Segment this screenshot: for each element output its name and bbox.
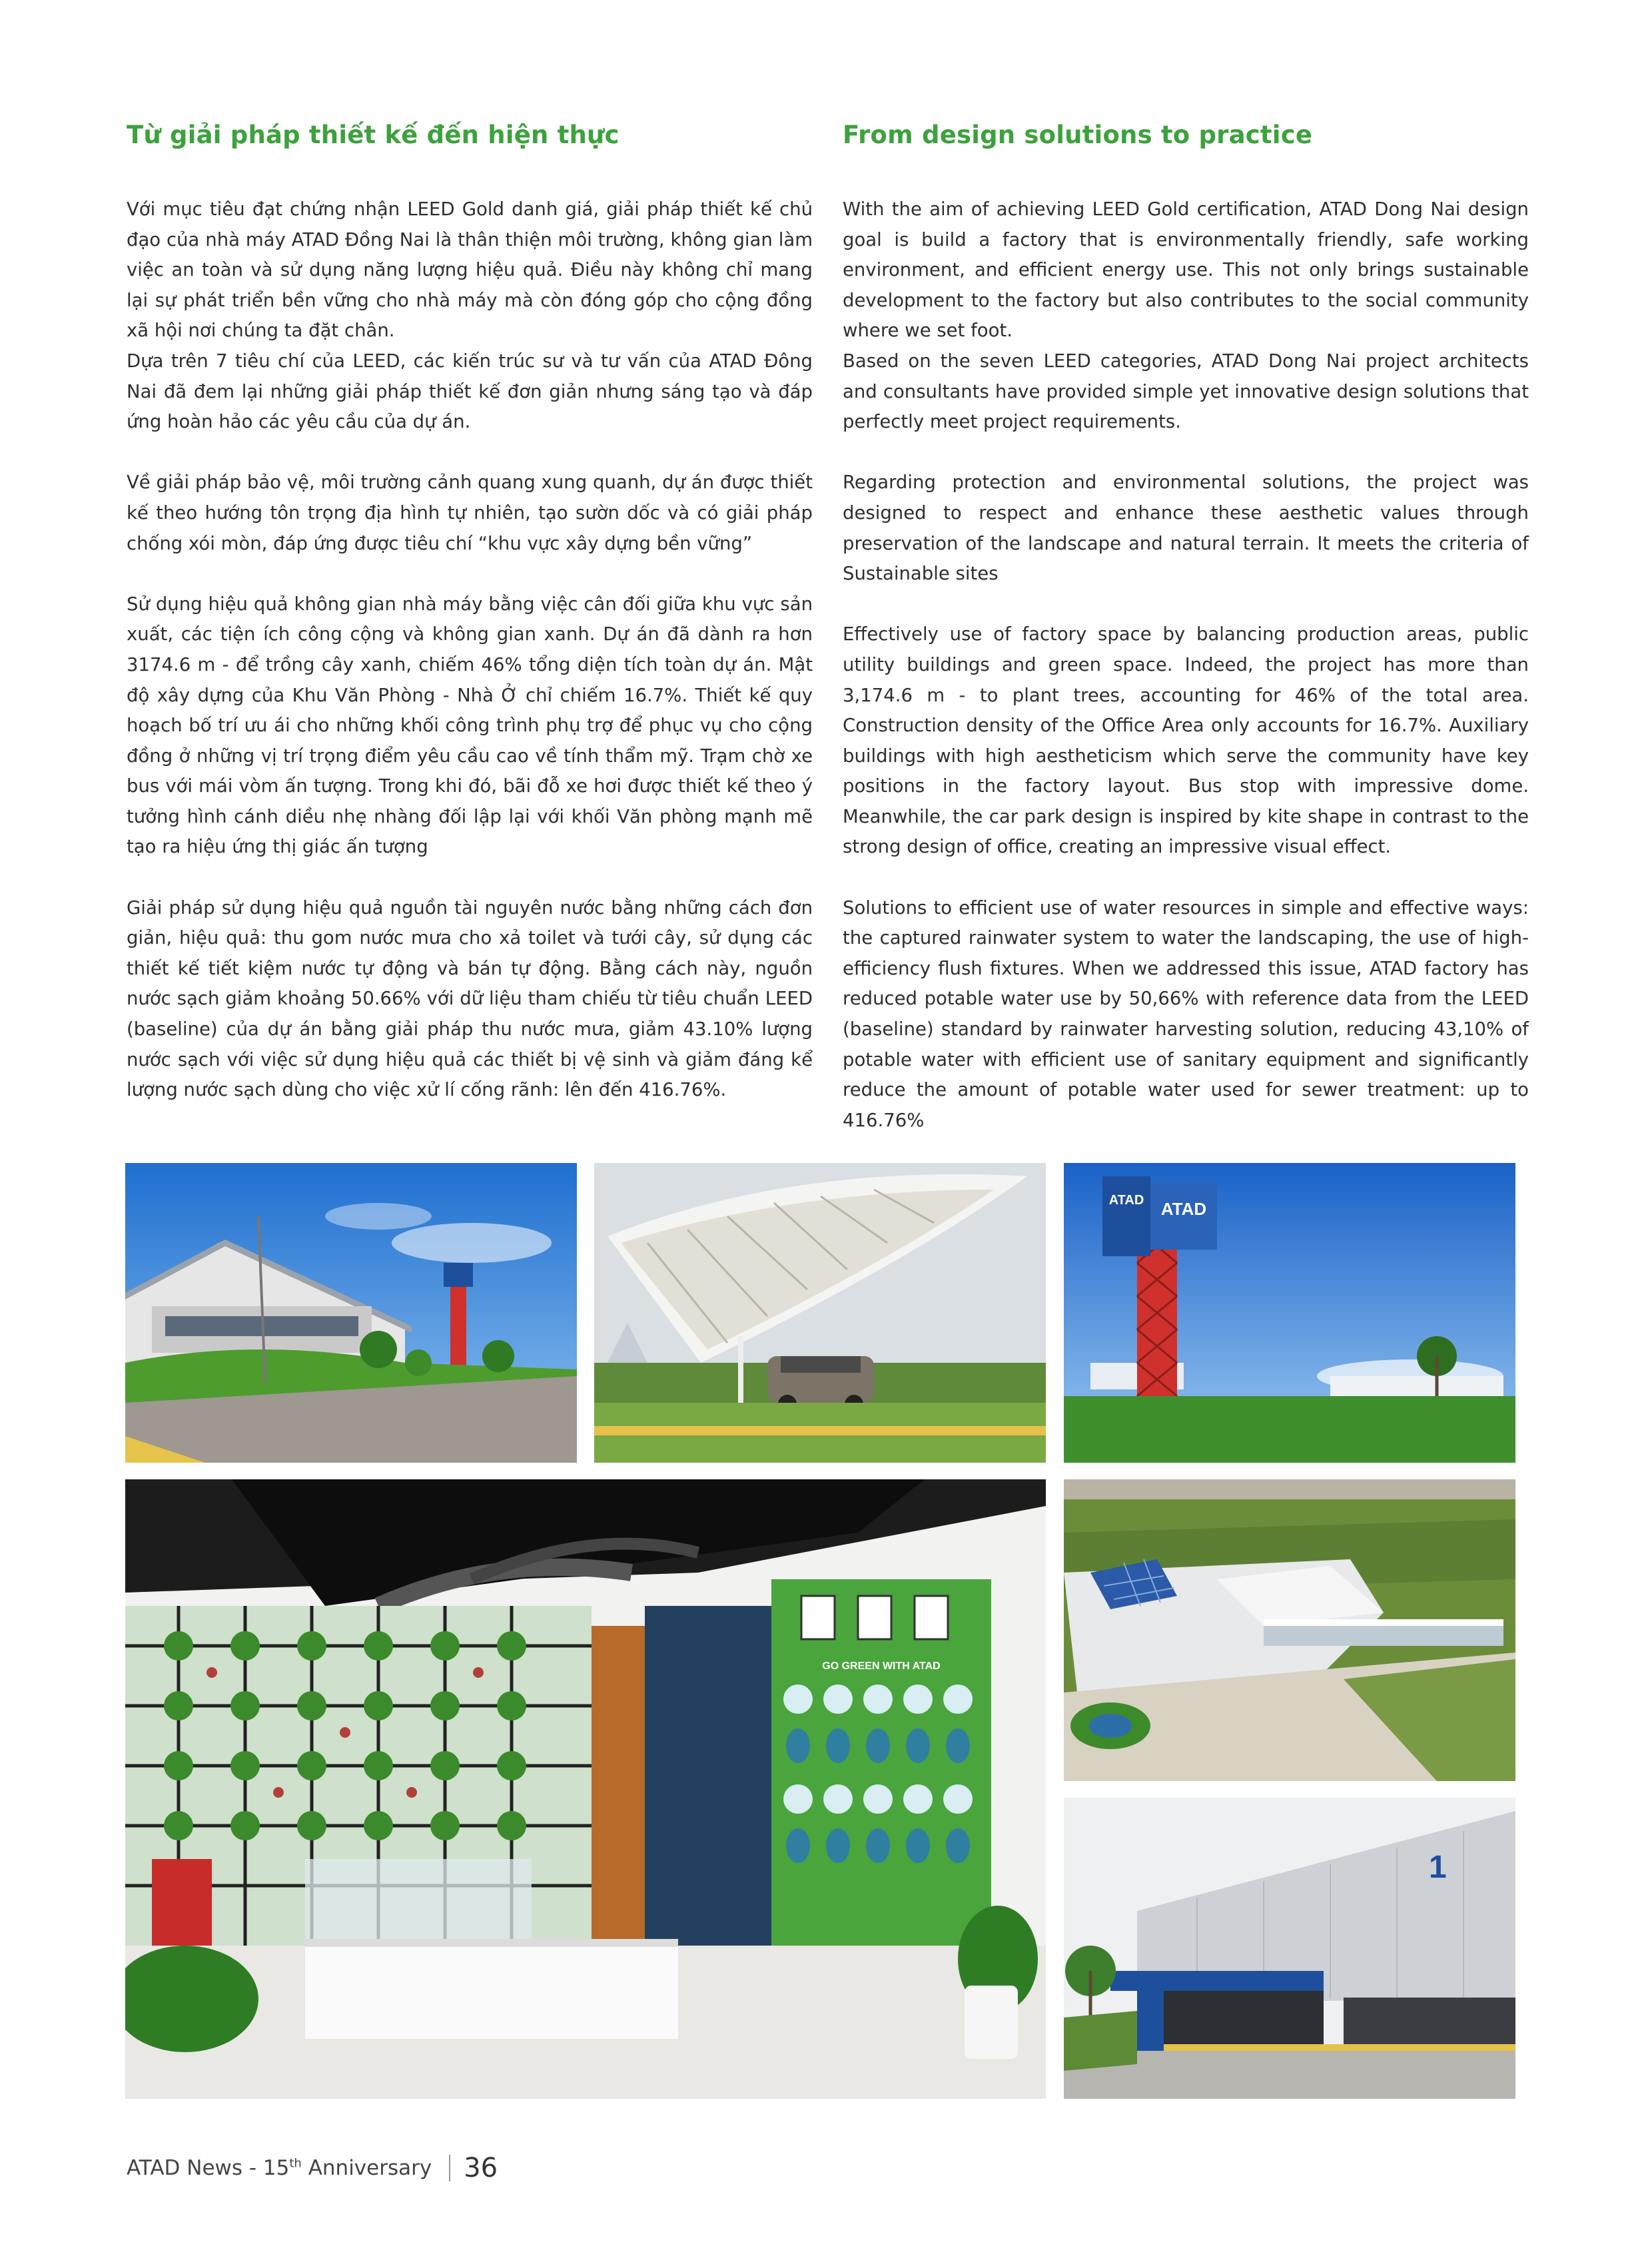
photo-carpark-canopy [594, 1163, 1046, 1463]
photo-office-lawn [125, 1163, 577, 1463]
tower-sign-text: ATAD [1108, 1193, 1144, 1208]
paragraph-vi-2: Dựa trên 7 tiêu chí của LEED, các kiến trúc sư và tư vấn của ATAD Đông Nai đã đem lại những giải pháp thiết kế đơn giản nhưng sáng tạo và đáp ứng hoàn hảo các yêu cầu của dự án. [127, 350, 813, 433]
paragraph-en-4: Effectively use of factory space by balancing production areas, public utility buildings and green space. Indeed, the project has more than 3,174.6 m - to plant trees, accounting for 46% of the total area. Construction density of the Office Area only accounts for 16.7%. Auxiliary buildings with high aestheticism which serve the community have key positions in the factory layout. Bus stop with impressive dome. Meanwhile, the car park design is inspired by kite shape in contrast to the strong design of office, creating an impressive visual effect. [843, 623, 1529, 858]
footer-divider [449, 2155, 450, 2181]
paragraph-en-2: Based on the seven LEED categories, ATAD Dong Nai project architects and consultants have provided simple yet innovative design solutions that perfectly meet project requirements. [843, 350, 1529, 433]
wall-banner-text: GO GREEN WITH ATAD [822, 1661, 941, 1672]
heading-vi: Từ giải pháp thiết kế đến hiện thực [127, 121, 620, 149]
page-footer [127, 2153, 498, 2183]
photo-lobby-green-wall [125, 1479, 1046, 2099]
paragraph-vi-4: Sử dụng hiệu quả không gian nhà máy bằng việc cân đối giữa khu vực sản xuất, các tiện ích công cộng và không gian xanh. Dự án đã dành ra hơn 3174.6 m - để trồng cây xanh, chiếm 46% tổng diện tích toàn dự án. Mật độ xây dựng của Khu Văn Phòng - Nhà Ở chỉ chiếm 16.7%. Thiết kế quy hoạch bố trí ưu ái cho những khối công trình phụ trợ để phục vụ cho cộng đồng ở những vị trí trọng điểm yêu cầu cao về tính thẩm mỹ. Trạm chờ xe bus với mái vòm ấn tượng. Trong khi đó, bãi đỗ xe hơi được thiết kế theo ý tưởng hình cánh diều nhẹ nhàng đối lập lại với khối Văn phòng mạnh mẽ tạo ra hiệu ứng thị giác ấn tượng [127, 593, 813, 858]
paragraph-en-5: Solutions to efficient use of water resources in simple and effective ways: the captured rainwater system to water the landscaping, the use of high-efficiency flush fixtures. When we addressed this issue, ATAD factory has reduced potable water use by 50,66% with reference data from the LEED (baseline) standard by rainwater harvesting solution, reducing 43,10% of potable water with efficient use of sanitary equipment and significantly reduce the amount of potable water used for sewer treatment: up to 416.76% [843, 897, 1529, 1131]
heading-en: From design solutions to practice [843, 121, 1313, 149]
photo-warehouse [1064, 1798, 1515, 2099]
english-column [843, 120, 1529, 1136]
paragraph-vi-1: Với mục tiêu đạt chứng nhận LEED Gold danh giá, giải pháp thiết kế chủ đạo của nhà máy ATAD Đồng Nai là thân thiện môi trường, không gian làm việc an toàn và sử dụng năng lượng hiệu quả. Điều này không chỉ mang lại sự phát triển bền vững cho nhà máy mà còn đóng góp cho cộng đồng xã hội nơi chúng ta đặt chân. [127, 198, 813, 342]
paragraph-vi-3: Về giải pháp bảo vệ, môi trường cảnh quang xung quanh, dự án được thiết kế theo hướng tôn trọng địa hình tự nhiên, tạo sườn dốc và có giải pháp chống xói mòn, đáp ứng được tiêu chí “khu vực xây dựng bền vững” [127, 472, 813, 554]
footer-title: ATAD News - 15th Anniversary [127, 2156, 432, 2180]
page-number: 36 [464, 2153, 498, 2183]
photo-atad-tower [1064, 1163, 1515, 1463]
paragraph-en-3: Regarding protection and environmental solutions, the project was designed to respect and enhance these aesthetic values through preservation of the landscape and natural terrain. It meets the criteria of Sustainable sites [843, 472, 1529, 585]
vietnamese-column [127, 120, 813, 1106]
warehouse-number-text: 1 [1429, 1850, 1447, 1885]
paragraph-en-1: With the aim of achieving LEED Gold certification, ATAD Dong Nai design goal is build a factory that is environmentally friendly, safe working environment, and efficient energy use. This not only brings sustainable development to the factory but also contributes to the social community where we set foot. [843, 198, 1529, 342]
tower-sign-text-side: ATAD [1160, 1199, 1207, 1219]
photo-aerial-solar-roof [1064, 1479, 1515, 1781]
paragraph-vi-5: Giải pháp sử dụng hiệu quả nguồn tài nguyên nước bằng những cách đơn giản, hiệu quả: thu gom nước mưa cho xả toilet và tưới cây, sử dụng các thiết kế tiết kiệm nước tự động và bán tự động. Bằng cách này, nguồn nước sạch giảm khoảng 50.66% với dữ liệu tham chiếu từ tiêu chuẩn LEED (baseline) của dự án bằng giải pháp thu nước mưa, giảm 43.10% lượng nước sạch với việc sử dụng hiệu quả các thiết bị vệ sinh và giảm đáng kể lượng nước sạch dùng cho việc xử lí cống rãnh: lên đến 416.76%. [127, 897, 813, 1101]
